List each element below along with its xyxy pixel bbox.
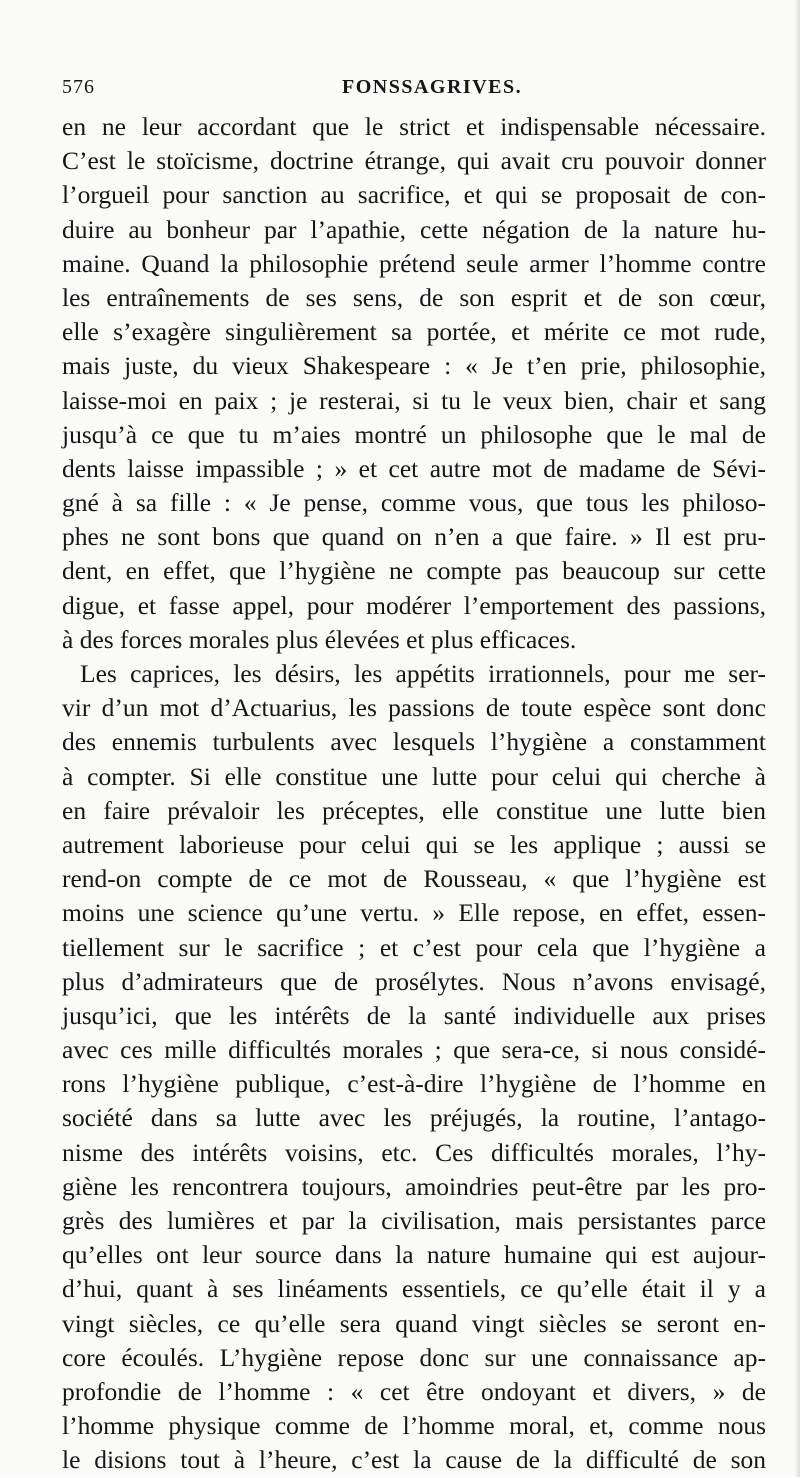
text-line: digue, et fasse appel, pour modérer l’emportement des passions, xyxy=(62,590,766,620)
text-line: l’homme physique comme de l’homme moral, et, comme nous xyxy=(62,1411,766,1441)
text-line: les entraînements de ses sens, de son esprit et de son cœur, xyxy=(62,282,766,312)
text-line: dents laisse impassible ; » et cet autre mot de madame de Sévi- xyxy=(62,453,766,483)
page-header xyxy=(62,76,752,104)
text-line: mais juste, du vieux Shakespeare : « Je t’en prie, philosophie, xyxy=(62,351,766,381)
page-number: 576 xyxy=(62,76,95,98)
text-line: société dans sa lutte avec les préjugés, la routine, l’antago- xyxy=(62,1103,766,1133)
text-line: vir d’un mot d’Actuarius, les passions de toute espèce sont donc xyxy=(62,693,766,723)
text-line: giène les rencontrera toujours, amoindries peut-être par les pro- xyxy=(62,1171,766,1201)
page-edge-shadow xyxy=(794,0,800,1477)
text-line: laisse-moi en paix ; je resterai, si tu le veux bien, chair et sang xyxy=(62,385,766,415)
text-line: dent, en effet, que l’hygiène ne compte pas beaucoup sur cette xyxy=(62,556,766,586)
text-line: tiellement sur le sacrifice ; et c’est pour cela que l’hygiène a xyxy=(62,932,766,962)
text-line: elle s’exagère singulièrement sa portée, et mérite ce mot rude, xyxy=(62,317,766,347)
paragraph-end-line: à des forces morales plus élevées et plus efficaces. xyxy=(62,624,577,654)
text-line: moins une science qu’une vertu. » Elle repose, en effet, essen- xyxy=(62,898,766,928)
running-head: FONSSAGRIVES. xyxy=(342,76,523,98)
paragraph-start-line: Les caprices, les désirs, les appétits irrationnels, pour me ser- xyxy=(80,659,766,688)
text-line: grès des lumières et par la civilisation, mais persistantes parce xyxy=(62,1206,766,1235)
text-line: en faire prévaloir les préceptes, elle constitue une lutte bien xyxy=(62,795,766,825)
text-line: le disions tout à l’heure, c’est la cause de la difficulté de son xyxy=(62,1445,766,1475)
text-line: maine. Quand la philosophie prétend seule armer l’homme contre xyxy=(62,248,766,278)
text-line: rons l’hygiène publique, c’est-à-dire l’hygiène de l’homme en xyxy=(62,1069,766,1099)
text-line: gné à sa fille : « Je pense, comme vous, que tous les philoso- xyxy=(62,488,766,518)
text-line: avec ces mille difficultés morales ; que sera-ce, si nous considé- xyxy=(62,1035,766,1065)
body-text xyxy=(62,110,766,1478)
text-line: C’est le stoïcisme, doctrine étrange, qui avait cru pouvoir donner xyxy=(62,146,766,176)
text-line: phes ne sont bons que quand on n’en a que faire. » Il est pru- xyxy=(62,522,766,552)
text-line: jusqu’à ce que tu m’aies montré un philosophe que le mal de xyxy=(62,419,766,449)
text-line: jusqu’ici, que les intérêts de la santé individuelle aux prises xyxy=(62,1000,766,1030)
text-line: core écoulés. L’hygiène repose donc sur une connaissance ap- xyxy=(62,1342,766,1372)
text-line: duire au bonheur par l’apathie, cette négation de la nature hu- xyxy=(62,214,766,244)
text-line: qu’elles ont leur source dans la nature humaine qui est aujour- xyxy=(62,1240,766,1270)
text-line: autrement laborieuse pour celui qui se les applique ; aussi se xyxy=(62,829,766,859)
text-line: profondie de l’homme : « cet être ondoyant et divers, » de xyxy=(62,1376,766,1406)
text-line: à compter. Si elle constitue une lutte pour celui qui cherche à xyxy=(62,761,766,791)
text-line: rend-on compte de ce mot de Rousseau, « que l’hygiène est xyxy=(62,864,766,894)
text-line: plus d’admirateurs que de prosélytes. Nous n’avons envisagé, xyxy=(62,966,766,996)
text-line: vingt siècles, ce qu’elle sera quand vingt siècles se seront en- xyxy=(62,1308,766,1338)
text-line: des ennemis turbulents avec lesquels l’hygiène a constamment xyxy=(62,727,766,757)
text-line: nisme des intérêts voisins, etc. Ces difficultés morales, l’hy- xyxy=(62,1137,766,1167)
text-line: en ne leur accordant que le strict et indispensable nécessaire. xyxy=(62,112,766,141)
text-line: l’orgueil pour sanction au sacrifice, et qui se proposait de con- xyxy=(62,180,766,210)
text-line: d’hui, quant à ses linéaments essentiels, ce qu’elle était il y a xyxy=(62,1274,766,1304)
